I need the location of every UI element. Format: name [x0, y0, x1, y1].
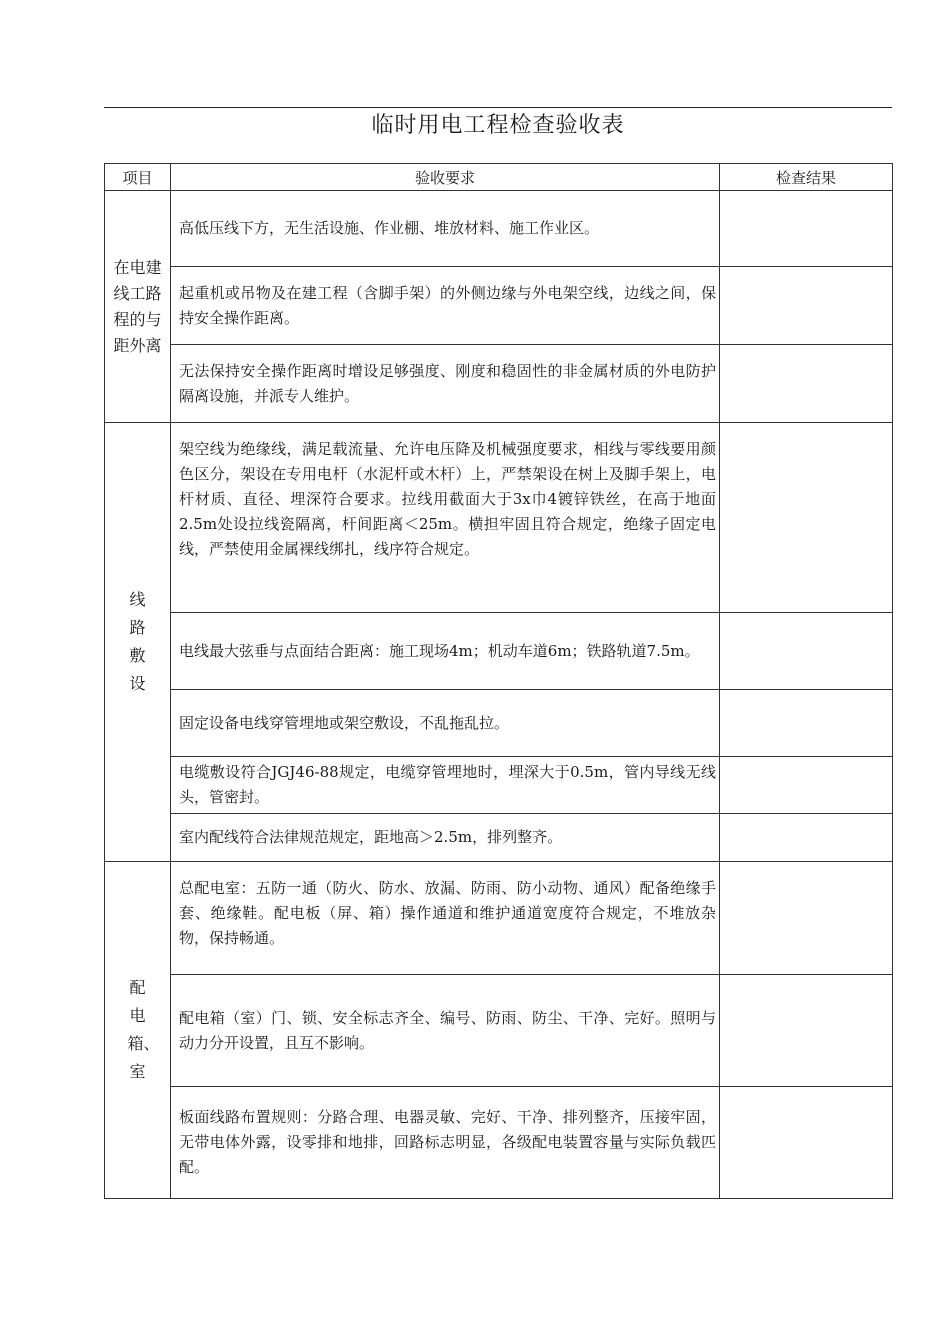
result-cell[interactable] [720, 690, 893, 757]
requirement-cell: 总配电室：五防一通（防火、防水、放漏、防雨、防小动物、通风）配备绝缘手套、绝缘鞋。配电板（屏、箱）操作通道和维护通道宽度符合规定，不堆放杂物，保持畅通。 [171, 862, 720, 975]
requirement-cell: 固定设备电线穿管埋地或架空敷设，不乱拖乱拉。 [171, 690, 720, 757]
table-row [105, 191, 893, 267]
table-row [105, 613, 893, 690]
result-cell[interactable] [720, 862, 893, 975]
result-cell[interactable] [720, 1087, 893, 1199]
result-cell[interactable] [720, 191, 893, 267]
requirement-cell: 室内配线符合法律规范规定，距地高＞2.5m，排列整齐。 [171, 814, 720, 862]
column-header-item: 项目 [105, 164, 171, 191]
requirement-cell: 板面线路布置规则：分路合理、电器灵敏、完好、干净、排列整齐，压接牢固，无带电体外露，设零排和地排，回路标志明显，各级配电装置容量与实际负载匹配。 [171, 1087, 720, 1199]
category-cell [105, 423, 171, 862]
table-row [105, 267, 893, 345]
page-title: 临时用电工程检查验收表 [371, 113, 625, 138]
result-cell[interactable] [720, 345, 893, 423]
column-header-requirement: 验收要求 [171, 164, 720, 191]
category-cell [105, 862, 171, 1199]
table-row [105, 757, 893, 814]
result-cell[interactable] [720, 267, 893, 345]
inspection-table [104, 163, 893, 1199]
requirement-cell: 电缆敷设符合JGJ46-88规定，电缆穿管埋地时，埋深大于0.5m，管内导线无线头，管密封。 [171, 757, 720, 814]
requirement-cell: 架空线为绝缘线，满足载流量、允许电压降及机械强度要求，相线与零线要用颜色区分，架设在专用电杆（水泥杆或木杆）上，严禁架设在树上及脚手架上，电杆材质、直径、埋深符合要求。拉线用截面大于3x巾4镀锌铁丝，在高于地面2.5m处设拉线瓷隔离，杆间距离＜25m。横担牢固且符合规定，绝缘子固定电线，严禁使用金属裸线绑扎，线序符合规定。 [171, 423, 720, 613]
result-cell[interactable] [720, 814, 893, 862]
category-label: 线路敷设 [129, 590, 146, 693]
table-row [105, 690, 893, 757]
table-row [105, 862, 893, 975]
table-row [105, 423, 893, 613]
result-cell[interactable] [720, 975, 893, 1087]
column-header-result: 检查结果 [720, 164, 893, 191]
category-label: 在电建线工路程的与距外离 [113, 257, 162, 355]
table-row [105, 1087, 893, 1199]
header-rule [104, 107, 892, 108]
category-cell [105, 191, 171, 423]
requirement-cell: 起重机或吊物及在建工程（含脚手架）的外侧边缘与外电架空线，边线之间，保持安全操作距离。 [171, 267, 720, 345]
requirement-cell: 配电箱（室）门、锁、安全标志齐全、编号、防雨、防尘、干净、完好。照明与动力分开设置，且互不影响。 [171, 975, 720, 1087]
category-label: 配电箱、室 [127, 978, 160, 1081]
requirement-cell: 电线最大弦垂与点面结合距离：施工现场4m；机动车道6m；铁路轨道7.5m。 [171, 613, 720, 690]
requirement-cell: 无法保持安全操作距离时增设足够强度、刚度和稳固性的非金属材质的外电防护隔离设施，并派专人维护。 [171, 345, 720, 423]
result-cell[interactable] [720, 423, 893, 613]
table-row [105, 975, 893, 1087]
requirement-cell: 高低压线下方，无生活设施、作业棚、堆放材料、施工作业区。 [171, 191, 720, 267]
table-header-row [105, 164, 893, 191]
table-row [105, 814, 893, 862]
table-row [105, 345, 893, 423]
result-cell[interactable] [720, 757, 893, 814]
result-cell[interactable] [720, 613, 893, 690]
